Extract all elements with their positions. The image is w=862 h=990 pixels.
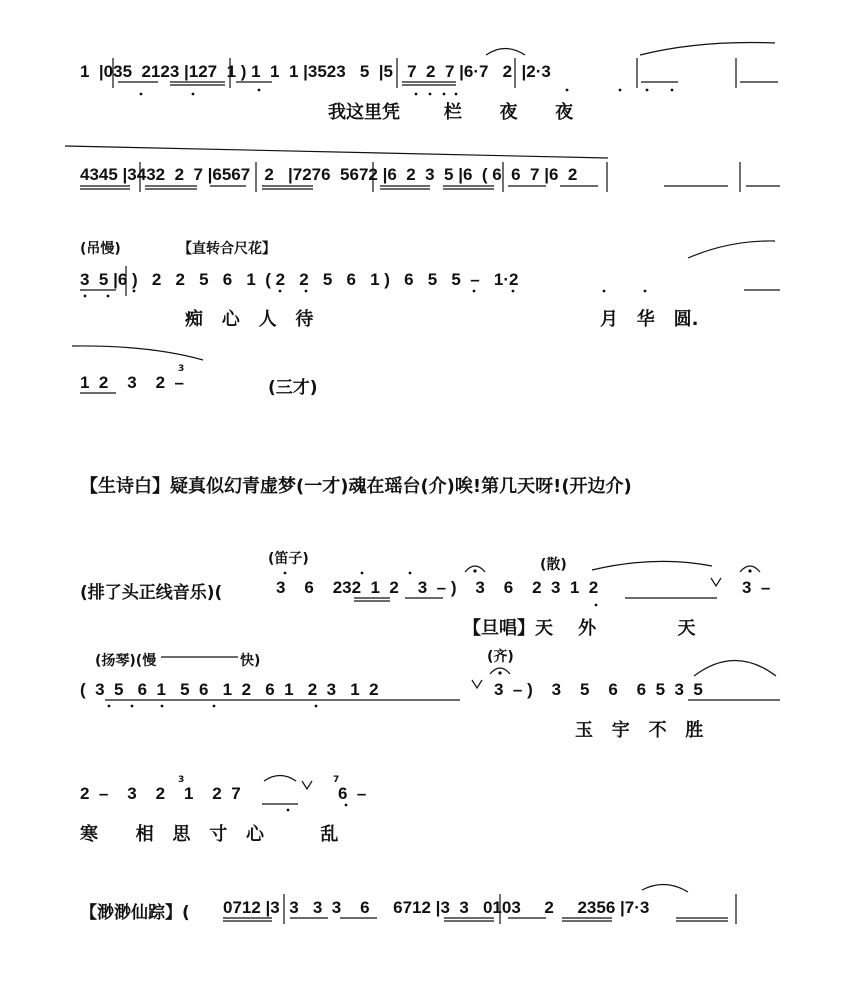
line6-tail: 3 – ) 3 5 6 6 5 3 5	[494, 680, 703, 699]
line2-notes: 4345 |3432 2 7 |6567 2 |7276 5672 |6 2 3 5 |6 ( 6 6 7 |6 2	[80, 165, 578, 184]
line6-annotation-fast: 快)	[240, 653, 261, 669]
line5-annotation-flute: (笛子)	[268, 551, 309, 567]
line7-lyrics: 寒 相 思 寸 心 乱	[80, 824, 339, 845]
line3-notes: 3 5 |6 ) 2 2 5 6 1 ( 2 2 5 6 1 ) 6 5 5 – 1·2	[80, 270, 519, 289]
line8-notes: 0712 |3 3 3 3 6 6712 |3 3 0103 2 2356 |7·3	[223, 898, 650, 917]
line5-tail: 3 –	[742, 578, 771, 597]
line3-annotation-mode: 【直转合尺花】	[178, 241, 276, 257]
line4-notes: 1 2 3 2 –	[80, 373, 184, 392]
line7-tail: 6 –	[338, 784, 367, 803]
poem-recitation: 【生诗白】疑真似幻青虚梦(一才)魂在瑶台(介)唉!第几天呀!(开边介)	[80, 476, 632, 497]
line1-notes: 1 |035 2123 |127 1 ) 1 1 1 |3523 5 |5 7 2 7 |6·7 2 |2·3	[80, 62, 551, 81]
line3-lyrics-b: 月 华 圆.	[600, 309, 699, 330]
line5-annotation-free: (散)	[540, 557, 567, 573]
line5-prefix: (排了头正线音乐)(	[80, 583, 223, 603]
line6-annotation-instruments: (扬琴)(慢	[95, 653, 157, 669]
line6-notes: ( 3 5 6 1 5 6 1 2 6 1 2 3 1 2	[80, 680, 379, 699]
line4-grace-note: 3	[178, 364, 185, 374]
line7-grace-a: 3	[178, 775, 185, 785]
line7-notes: 2 – 3 2 1 2 7	[80, 784, 241, 803]
line3-lyrics-a: 痴 心 人 待	[185, 309, 314, 330]
line5-lyrics: 【旦唱】天 外 天	[463, 618, 696, 639]
line5-notes: 3 6 232 1 2 3 – ) 3 6 2 3 1 2	[276, 578, 599, 597]
line1-lyrics: 我这里凭 栏 夜 夜	[328, 102, 574, 123]
line4-percussion-tag: (三才)	[268, 378, 318, 398]
line8-label: 【渺渺仙踪】(	[80, 903, 190, 923]
line6-lyrics: 玉 宇 不 胜	[575, 720, 704, 741]
line6-annotation-together: (齐)	[487, 649, 514, 665]
line7-grace-b: 7	[333, 775, 340, 785]
line3-annotation-tempo: (吊慢)	[80, 241, 121, 257]
